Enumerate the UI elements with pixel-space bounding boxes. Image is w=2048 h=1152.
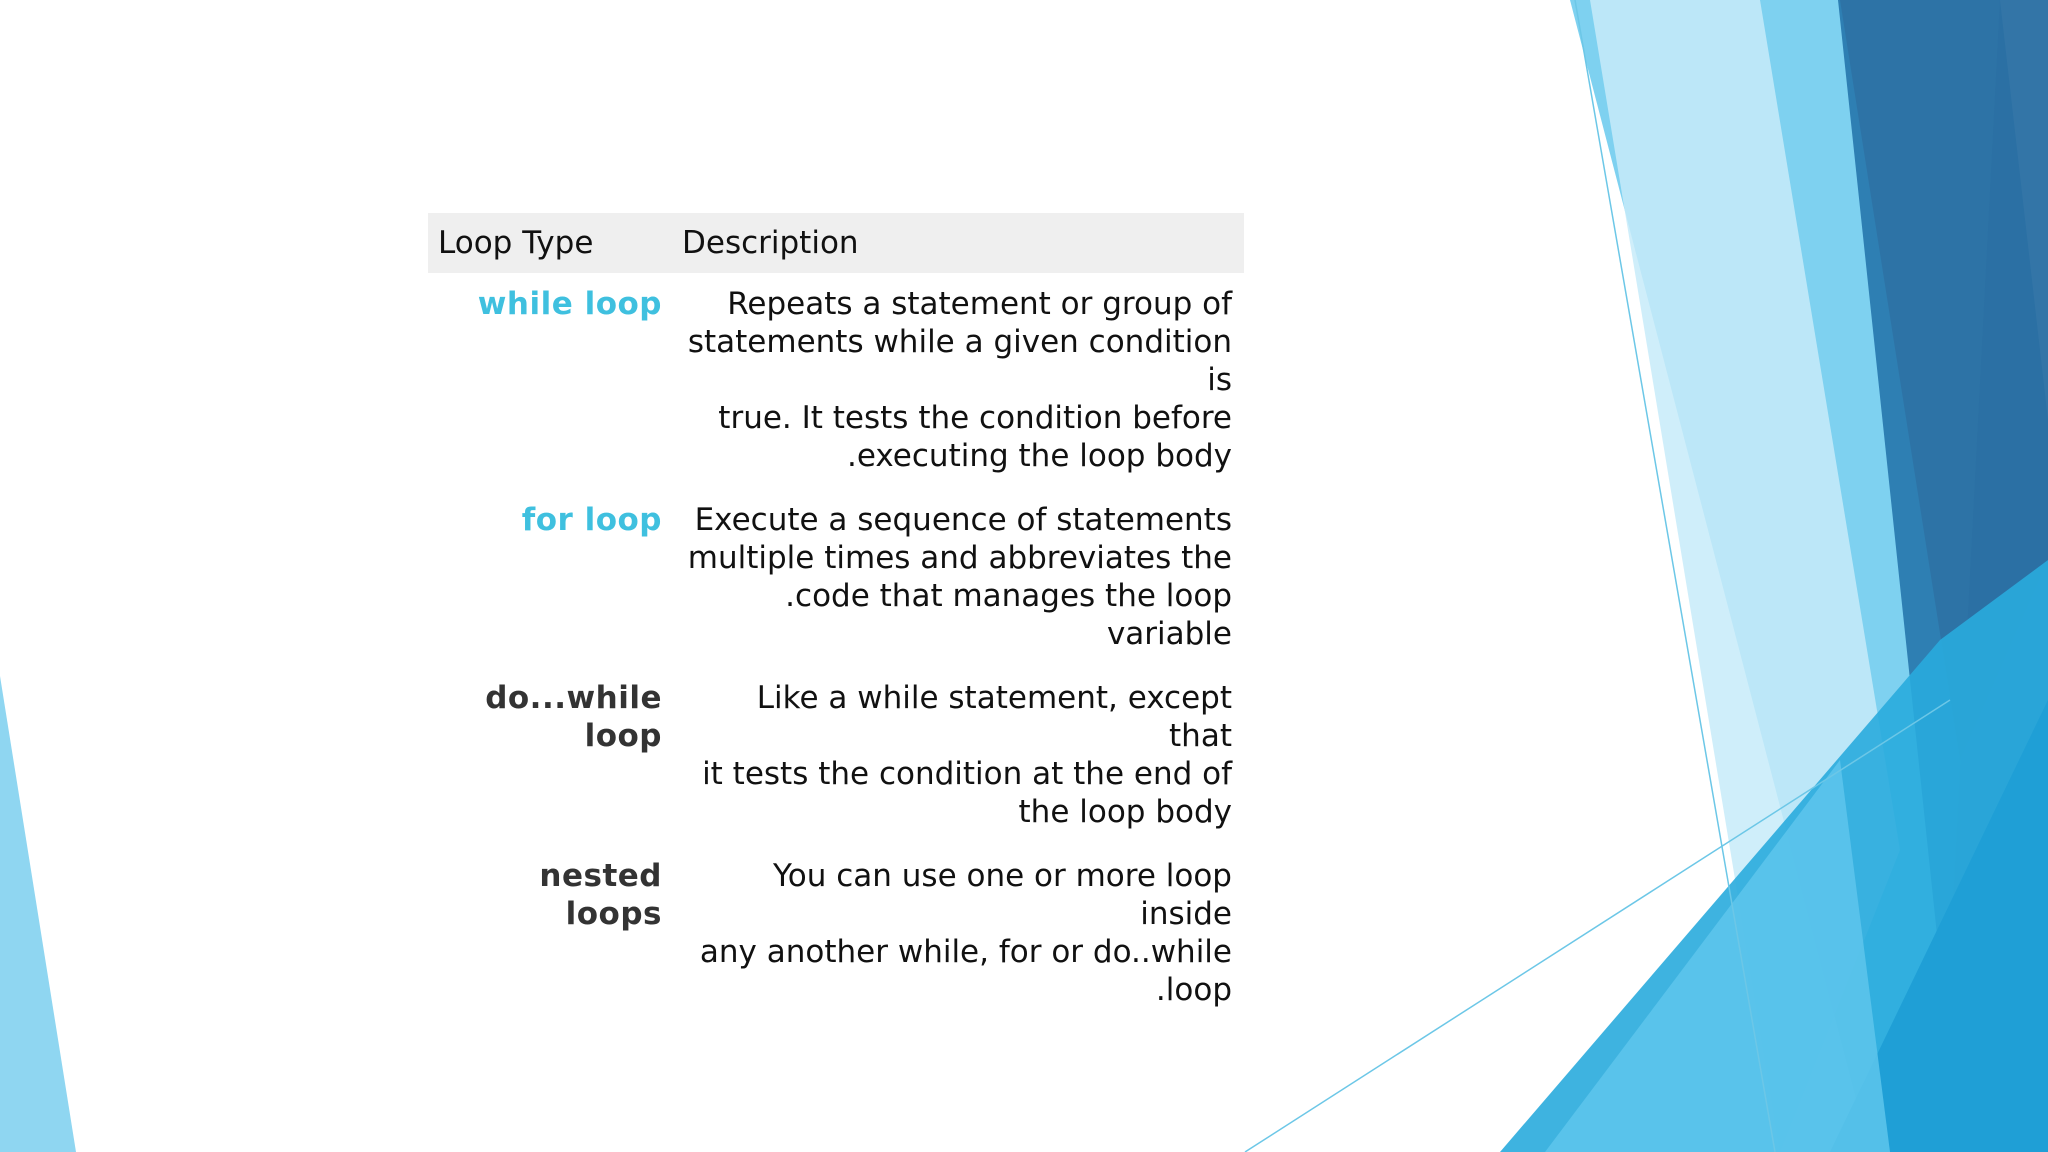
description-line: You can use one or more loop inside (772, 858, 1232, 932)
table-row (428, 489, 1244, 667)
description-line: .code that manages the loop variable (785, 578, 1232, 652)
table (428, 213, 1244, 1023)
description-line: .loop (1155, 972, 1232, 1008)
header-loop-type: Loop Type (438, 225, 594, 261)
loop-type-line: nested loops (539, 858, 662, 932)
loop-type-line: while loop (477, 286, 662, 322)
description-line: statements while a given condition is (687, 324, 1232, 398)
table-header-row (428, 213, 1244, 273)
table-row (428, 667, 1244, 845)
description-line: true. It tests the condition before (718, 400, 1232, 436)
description-line: Like a while statement, except that (756, 680, 1232, 754)
header-description: Description (682, 225, 859, 261)
description-line: it tests the condition at the end of (702, 756, 1232, 792)
loop-type-while (428, 273, 672, 489)
description-line: Repeats a statement or group of (727, 286, 1232, 322)
table-row (428, 845, 1244, 1023)
description-line: the loop body (1018, 794, 1232, 830)
loop-type-for (428, 489, 672, 667)
loop-type-line: for loop (521, 502, 662, 538)
description-line: multiple times and abbreviates the (687, 540, 1232, 576)
loop-type-line: do...while (485, 680, 662, 716)
loop-types-table (428, 213, 1244, 1023)
loop-type-do-while (428, 667, 672, 845)
loop-type-nested (428, 845, 672, 1023)
description-for (672, 489, 1244, 667)
loop-type-line: loop (584, 718, 662, 754)
description-line: Execute a sequence of statements (694, 502, 1232, 538)
table-row (428, 273, 1244, 489)
description-nested (672, 845, 1244, 1023)
left-shard (0, 676, 76, 1152)
description-while (672, 273, 1244, 489)
description-line: any another while, for or do..while (699, 934, 1232, 970)
description-line: .executing the loop body (847, 438, 1232, 474)
description-do-while (672, 667, 1244, 845)
